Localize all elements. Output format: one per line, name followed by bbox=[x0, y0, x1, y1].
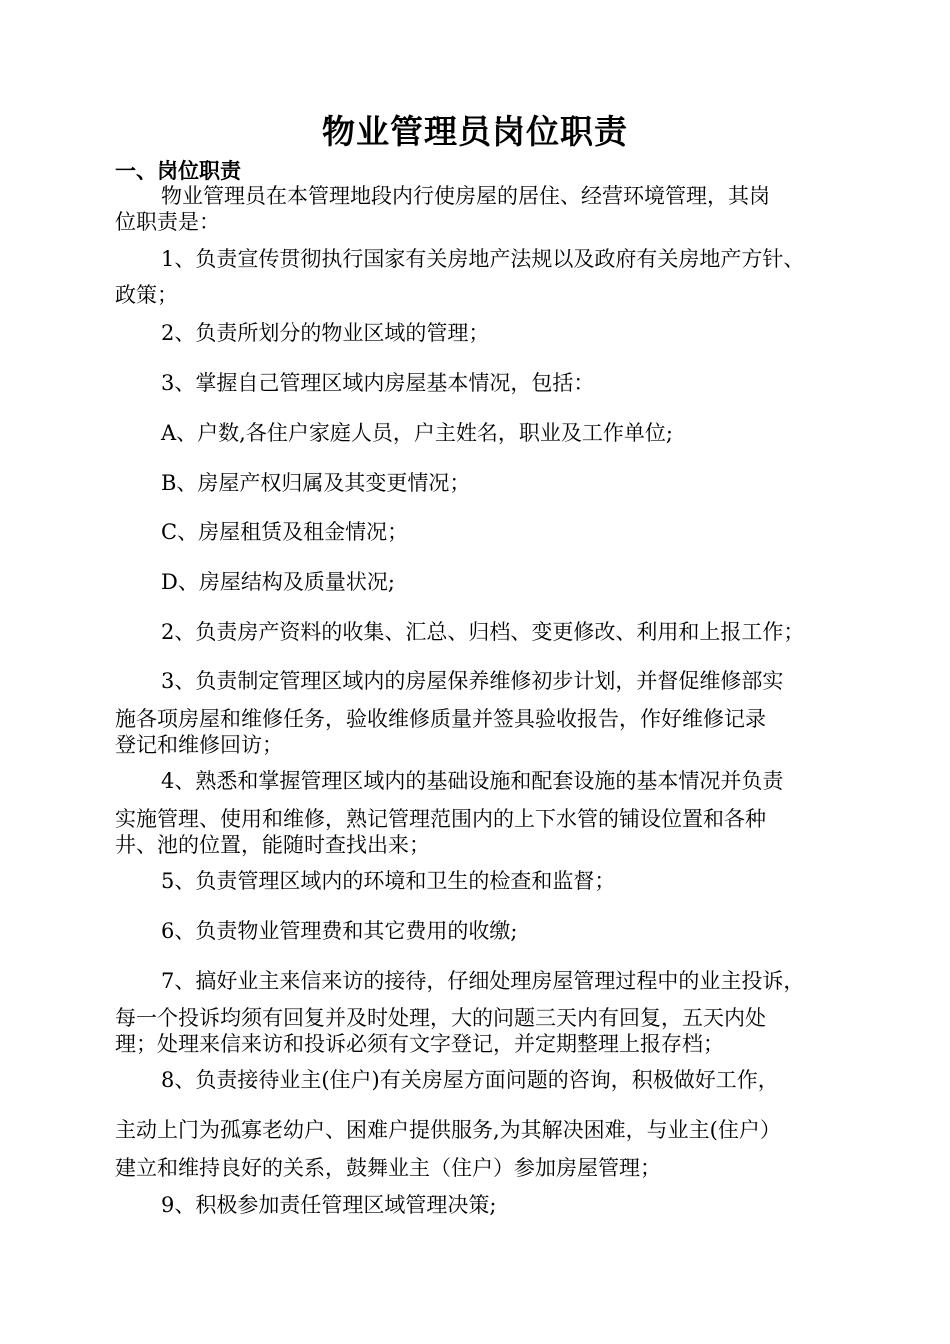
paragraph-line: 位职责是： bbox=[115, 210, 220, 234]
paragraph-line: 实施管理、使用和维修，熟记管理范围内的上下水管的铺设位置和各种 bbox=[115, 807, 766, 831]
paragraph-line: C、房屋租赁及租金情况； bbox=[161, 520, 409, 544]
paragraph-line: 登记和维修回访； bbox=[115, 733, 283, 757]
paragraph-line: 4、熟悉和掌握管理区域内的基础设施和配套设施的基本情况并负责 bbox=[161, 769, 784, 793]
paragraph-line: 7、搞好业主来信来访的接待，仔细处理房屋管理过程中的业主投诉， bbox=[161, 969, 805, 993]
paragraph-line: 1、负责宣传贯彻执行国家有关房地产法规以及政府有关房地产方针、 bbox=[161, 247, 805, 271]
paragraph-line: 9、积极参加责任管理区域管理决策; bbox=[161, 1193, 497, 1217]
paragraph-line: 施各项房屋和维修任务，验收维修质量并签具验收报告，作好维修记录 bbox=[115, 707, 766, 731]
paragraph-line: 5、负责管理区域内的环境和卫生的检查和监督； bbox=[161, 869, 616, 893]
paragraph-line: 6、负责物业管理费和其它费用的收缴; bbox=[161, 919, 518, 943]
paragraph-line: 主动上门为孤寡老幼户、困难户提供服务,为其解决困难，与业主(住户） bbox=[115, 1118, 781, 1142]
paragraph-line: B、房屋产权归属及其变更情况； bbox=[161, 471, 471, 495]
paragraph-line: 3、负责制定管理区域内的房屋保养维修初步计划，并督促维修部实 bbox=[161, 669, 784, 693]
paragraph-line: 物业管理员在本管理地段内行使房屋的居住、经营环境管理，其岗 bbox=[161, 184, 770, 208]
paragraph-line: 政策； bbox=[115, 283, 178, 307]
paragraph-line: A、户数,各住户家庭人员，户主姓名，职业及工作单位; bbox=[161, 421, 673, 445]
section-heading: 一、岗位职责 bbox=[115, 159, 241, 183]
paragraph-line: 2、负责所划分的物业区域的管理； bbox=[161, 321, 490, 345]
paragraph-line: 理；处理来信来访和投诉必须有文字登记，并定期整理上报存档； bbox=[115, 1032, 724, 1056]
document-title: 物业管理员岗位职责 bbox=[322, 112, 628, 151]
paragraph-line: 2、负责房产资料的收集、汇总、归档、变更修改、利用和上报工作； bbox=[161, 620, 805, 644]
paragraph-line: 每一个投诉均须有回复并及时处理，大的问题三天内有回复，五天内处 bbox=[115, 1006, 766, 1030]
paragraph-line: 井、池的位置，能随时查找出来； bbox=[115, 833, 430, 857]
paragraph-line: 8、负责接待业主(住户)有关房屋方面问题的咨询，积极做好工作， bbox=[161, 1068, 779, 1092]
paragraph-line: 建立和维持良好的关系，鼓舞业主（住户）参加房屋管理； bbox=[115, 1156, 661, 1180]
paragraph-line: 3、掌握自己管理区域内房屋基本情况，包括： bbox=[161, 371, 595, 395]
paragraph-line: D、房屋结构及质量状况; bbox=[161, 570, 395, 594]
